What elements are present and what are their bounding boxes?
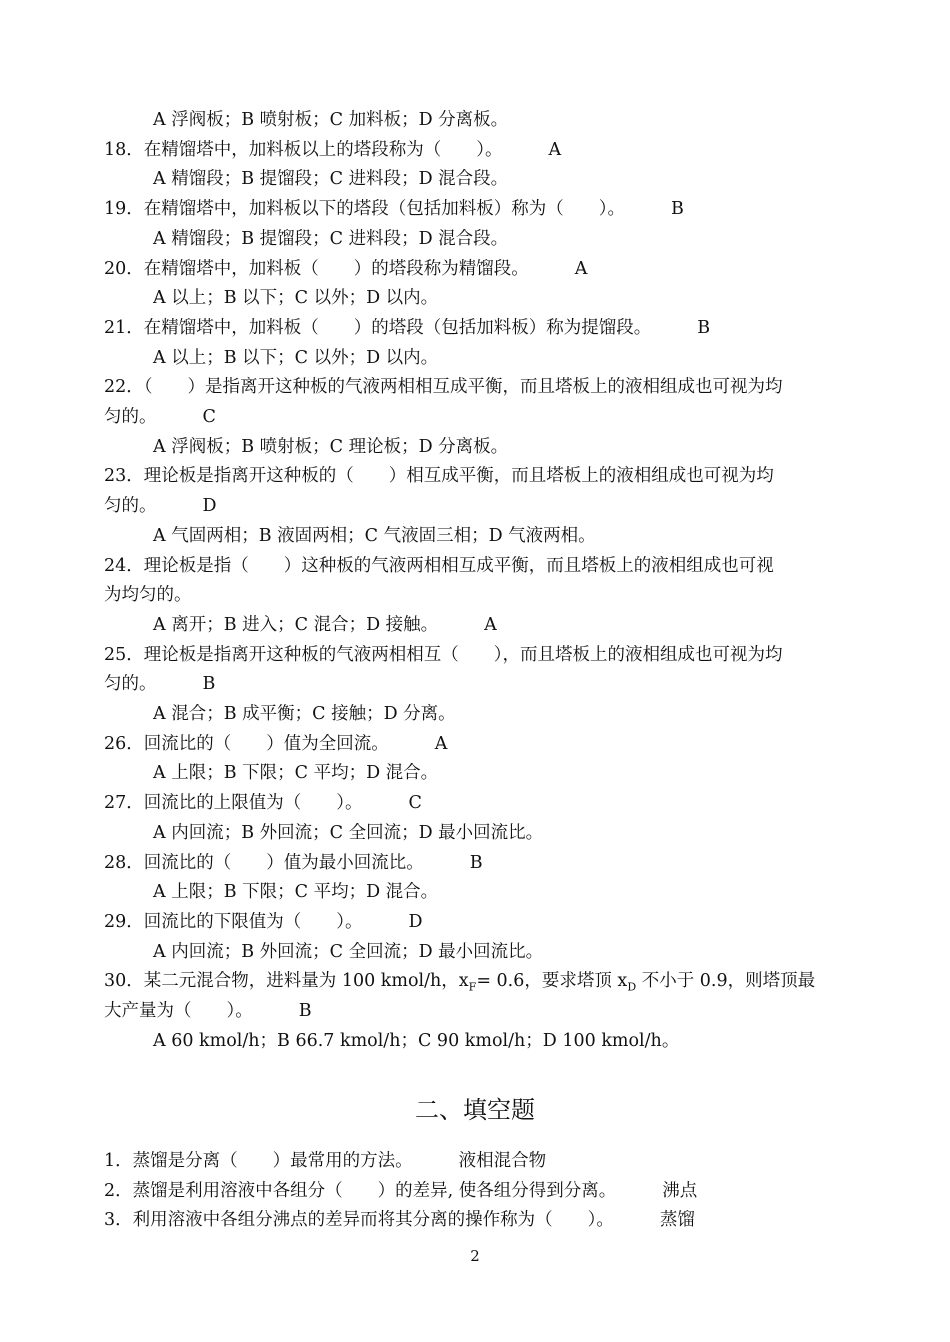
line-text: A 上限；B 下限；C 平均；D 混合。 — [153, 882, 439, 903]
option-line — [153, 877, 842, 907]
line-text: 22．（ ）是指离开这种板的气液两相相互成平衡，而且塔板上的液相组成也可视为均 — [104, 377, 783, 398]
answer-key: 液相混合物 — [458, 1151, 547, 1171]
line-text: 大产量为（ ）。 — [104, 1001, 253, 1021]
option-line — [153, 937, 842, 967]
q30-text-part: 30．某二元混合物，进料量为 100 kmol/h，x — [104, 971, 469, 992]
answer-key: B — [202, 674, 216, 695]
option-line — [153, 1026, 842, 1056]
fill-blank-question — [104, 1176, 842, 1206]
line-text: 26．回流比的（ ）值为全回流。 — [104, 733, 389, 754]
answer-key: A — [484, 614, 497, 635]
question-line — [104, 313, 842, 343]
answer-key: A — [548, 139, 562, 160]
answer-key: C — [202, 407, 216, 427]
question-line — [104, 907, 842, 937]
line-text: A 内回流；B 外回流；C 全回流；D 最小回流比。 — [153, 822, 544, 843]
line-text: A 上限；B 下限；C 平均；D 混合。 — [153, 763, 439, 784]
question-line — [104, 669, 842, 699]
question-line — [104, 996, 842, 1026]
line-text: 24．理论板是指（ ）这种板的气液两相相互成平衡，而且塔板上的液相组成也可视 — [104, 555, 774, 576]
option-line — [153, 105, 842, 135]
line-text: A 精馏段；B 提馏段；C 进料段；D 混合段。 — [153, 169, 509, 190]
line-text: 29．回流比的下限值为（ ）。 — [104, 911, 363, 932]
line-text: 18．在精馏塔中，加料板以上的塔段称为（ ）。 — [104, 139, 503, 160]
question-line — [104, 551, 842, 581]
answer-key: D — [202, 496, 217, 517]
line-text: 匀的。 — [104, 674, 157, 695]
question-line — [104, 848, 842, 878]
question-line — [104, 254, 842, 284]
question-line — [104, 788, 842, 818]
answer-key: C — [408, 793, 422, 814]
section-title: 二、填空题 — [415, 1096, 535, 1124]
line-text: A 浮阀板；B 喷射板；C 理论板；D 分离板。 — [153, 436, 509, 457]
q30-text-part: 不小于 0.9，则塔顶最 — [636, 971, 816, 992]
question-line — [104, 372, 842, 402]
option-line — [153, 610, 842, 640]
option-line — [153, 343, 842, 373]
answer-key: A — [574, 258, 588, 279]
option-line — [153, 432, 842, 462]
line-text: A 离开；B 进入；C 混合；D 接触。 — [153, 614, 439, 635]
option-line — [153, 758, 842, 788]
line-text: A 气固两相；B 液固两相；C 气液固三相；D 气液两相。 — [153, 525, 596, 546]
q30-text-part: = 0.6，要求塔顶 x — [476, 971, 628, 992]
option-line — [153, 818, 842, 848]
answer-key: 沸点 — [662, 1180, 698, 1201]
line-text: 为均匀的。 — [104, 585, 192, 606]
option-line — [153, 164, 842, 194]
answer-key: B — [697, 317, 711, 338]
question-line — [104, 194, 842, 224]
answer-key: 蒸馏 — [659, 1210, 695, 1231]
answer-key: B — [469, 852, 483, 873]
line-text: A 以上；B 以下；C 以外；D 以内。 — [153, 288, 439, 309]
line-text: A 内回流；B 外回流；C 全回流；D 最小回流比。 — [153, 941, 544, 962]
line-text: A 混合；B 成平衡；C 接触；D 分离。 — [153, 704, 456, 724]
q30-subscript-f: F — [468, 980, 477, 994]
page-number: 2 — [470, 1247, 480, 1265]
line-text: A 60 kmol/h；B 66.7 kmol/h；C 90 kmol/h；D 100 kmol/h。 — [153, 1030, 680, 1051]
question-line — [104, 580, 842, 610]
line-text: 匀的。 — [104, 496, 157, 517]
question-line — [104, 461, 842, 491]
line-text: 27．回流比的上限值为（ ）。 — [104, 793, 363, 814]
answer-key: D — [408, 911, 423, 932]
question-text: 3．利用溶液中各组分沸点的差异而将其分离的操作称为（ ）。 — [104, 1210, 614, 1231]
line-text: 匀的。 — [104, 407, 157, 427]
question-line — [104, 729, 842, 759]
answer-key: A — [434, 733, 448, 754]
line-text: A 浮阀板；B 喷射板；C 加料板；D 分离板。 — [153, 110, 509, 130]
question-text: 1．蒸馏是分离（ ）最常用的方法。 — [104, 1151, 413, 1171]
line-text: 25．理论板是指离开这种板的气液两相相互（ ），而且塔板上的液相组成也可视为均 — [104, 644, 783, 665]
question-line — [104, 135, 842, 165]
fill-blank-question — [104, 1146, 842, 1176]
option-line — [153, 224, 842, 254]
question-line — [104, 491, 842, 521]
option-line — [153, 283, 842, 313]
line-text: 20．在精馏塔中，加料板（ ）的塔段称为精馏段。 — [104, 258, 529, 279]
question-text: 2．蒸馏是利用溶液中各组分（ ）的差异, 使各组分得到分离。 — [104, 1180, 617, 1201]
line-text: 19．在精馏塔中，加料板以下的塔段（包括加料板）称为（ ）。 — [104, 199, 626, 220]
answer-key: B — [671, 199, 684, 220]
question-line — [104, 640, 842, 670]
line-text: A 以上；B 以下；C 以外；D 以内。 — [153, 347, 439, 368]
line-text: 28．回流比的（ ）值为最小回流比。 — [104, 852, 424, 873]
option-line — [153, 699, 842, 729]
answer-key: B — [298, 1001, 312, 1021]
line-text: A 精馏段；B 提馏段；C 进料段；D 混合段。 — [153, 228, 509, 249]
question-line — [104, 402, 842, 432]
line-text: 21．在精馏塔中，加料板（ ）的塔段（包括加料板）称为提馏段。 — [104, 317, 652, 338]
fill-blank-question — [104, 1205, 842, 1235]
option-line — [153, 521, 842, 551]
q30-subscript-d: D — [627, 980, 637, 994]
line-text: 23．理论板是指离开这种板的（ ）相互成平衡，而且塔板上的液相组成也可视为均 — [104, 466, 774, 487]
